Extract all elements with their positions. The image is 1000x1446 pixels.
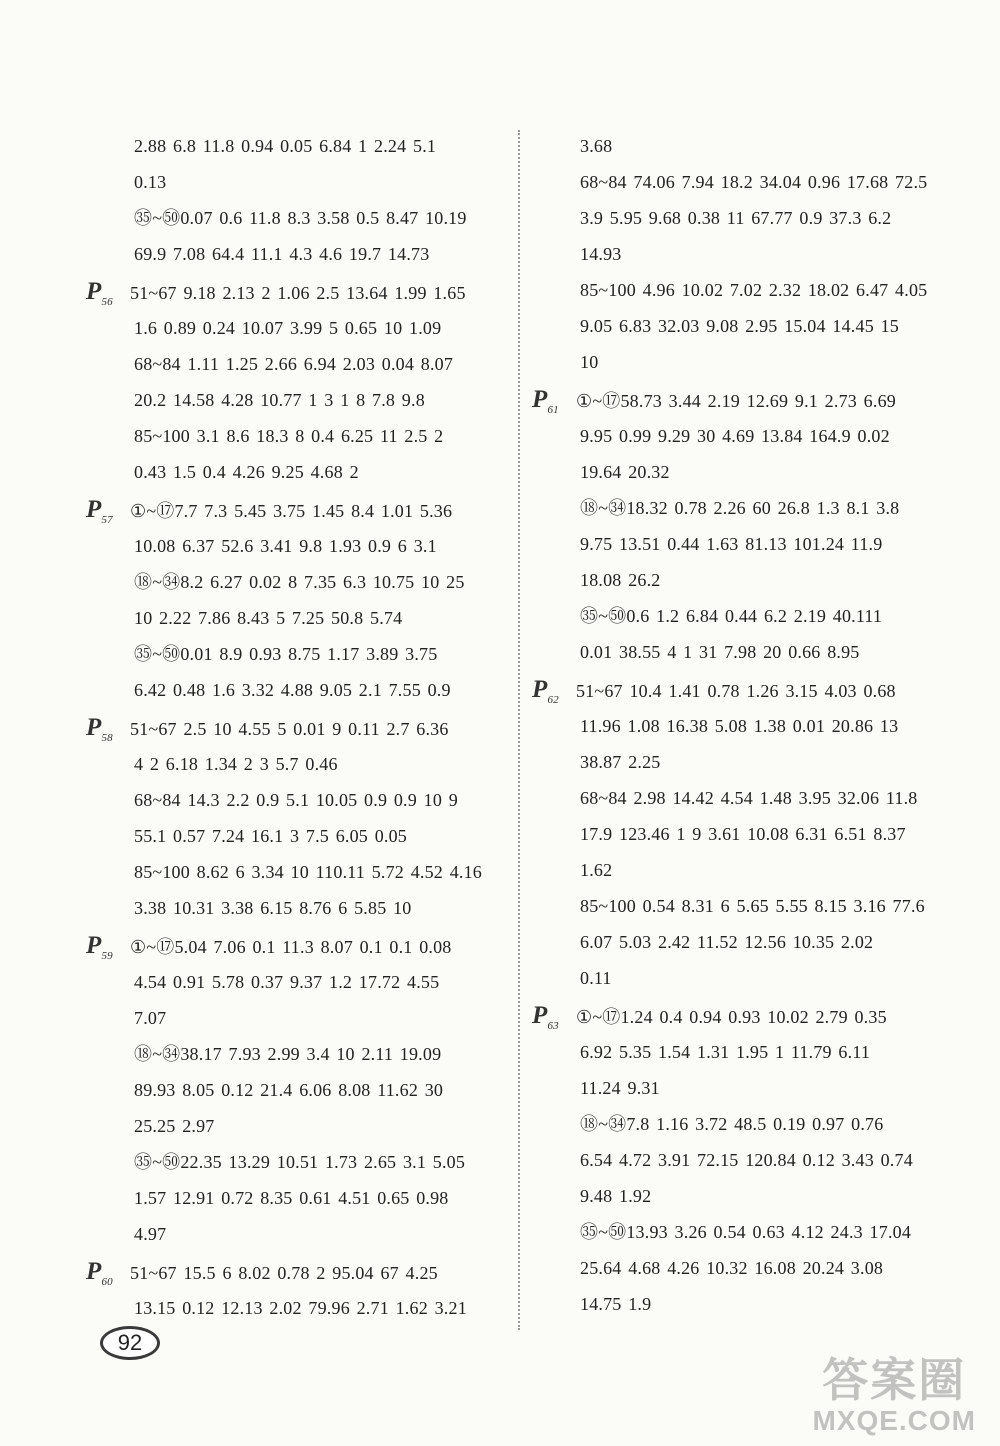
answer-text: ⑱~㉞7.8 1.16 3.72 48.5 0.19 0.97 0.76 [580,1114,884,1134]
answer-text: 2.88 6.8 11.8 0.94 0.05 6.84 1 2.24 5.1 [134,136,437,156]
answer-line [532,634,944,670]
answer-text: 85~100 8.62 6 3.34 10 110.11 5.72 4.52 4.16 [134,862,483,882]
page-ref-number: 56 [101,296,113,308]
answer-line [86,164,514,200]
answer-text: 69.9 7.08 64.4 11.1 4.3 4.6 19.7 14.73 [134,244,430,264]
answer-text: 9.48 1.92 [580,1186,652,1206]
answer-text: 38.87 2.25 [580,752,661,772]
answer-line [532,1178,944,1214]
answer-text: ㉟~㊿0.07 0.6 11.8 8.3 3.58 0.5 8.47 10.19 [134,208,467,228]
watermark-top-text: 答案圈 [822,1353,967,1407]
page-ref-letter: P [532,676,548,703]
page-ref-letter: P [532,386,548,413]
answer-line [86,418,514,454]
answer-line [532,924,944,960]
answer-text: 6.54 4.72 3.91 72.15 120.84 0.12 3.43 0.74 [580,1150,913,1170]
page-ref-number: 59 [101,950,113,962]
answer-text: 68~84 74.06 7.94 18.2 34.04 0.96 17.68 72.5 [580,172,928,192]
page-ref-badge [86,710,126,756]
answer-line [86,1072,514,1108]
answer-line [532,308,944,344]
page-ref-number: 58 [101,732,113,744]
answer-line [86,346,514,382]
watermark-bottom-text: MXQE.COM [812,1405,976,1436]
answer-text: 10.08 6.37 52.6 3.41 9.8 1.93 0.9 6 3.1 [134,536,437,556]
answer-line [532,1106,944,1142]
answer-text: ①~⑰5.04 7.06 0.1 11.3 8.07 0.1 0.1 0.08 [130,937,452,957]
answer-text: ⑱~㉞8.2 6.27 0.02 8 7.35 6.3 10.75 10 25 [134,572,465,592]
answer-text: 85~100 0.54 8.31 6 5.65 5.55 8.15 3.16 77.6 [580,896,925,916]
answer-text: 0.01 38.55 4 1 31 7.98 20 0.66 8.95 [580,642,860,662]
page-ref-letter: P [86,714,102,741]
answer-line [86,818,514,854]
answer-line [532,344,944,380]
answer-line [86,236,514,272]
page-ref-letter: P [532,1002,548,1029]
answer-text: 6.92 5.35 1.54 1.31 1.95 1 11.79 6.11 [580,1042,871,1062]
answer-text: 9.95 0.99 9.29 30 4.69 13.84 164.9 0.02 [580,426,890,446]
answer-line [86,1180,514,1216]
answer-text: ①~⑰1.24 0.4 0.94 0.93 10.02 2.79 0.35 [576,1007,887,1027]
answer-line [532,780,944,816]
answer-text: 51~67 9.18 2.13 2 1.06 2.5 13.64 1.99 1.65 [130,283,466,303]
answer-line [532,418,944,454]
answer-text: 6.07 5.03 2.42 11.52 12.56 10.35 2.02 [580,932,874,952]
answer-text: 51~67 10.4 1.41 0.78 1.26 3.15 4.03 0.68 [576,681,896,701]
left-answer-column [86,128,514,1326]
answer-line [86,782,514,818]
page-ref-badge [532,382,572,428]
answer-text: 68~84 1.11 1.25 2.66 6.94 2.03 0.04 8.07 [134,354,454,374]
answer-text: 19.64 20.32 [580,462,670,482]
answer-text: 55.1 0.57 7.24 16.1 3 7.5 6.05 0.05 [134,826,407,846]
answer-line [86,128,514,164]
answer-text: 3.9 5.95 9.68 0.38 11 67.77 0.9 37.3 6.2 [580,208,892,228]
answer-text: 11.96 1.08 16.38 5.08 1.38 0.01 20.86 13 [580,716,899,736]
page-ref-badge [86,492,126,538]
answer-text: 4 2 6.18 1.34 2 3 5.7 0.46 [134,754,338,774]
column-divider [518,130,520,1330]
answer-line [532,1070,944,1106]
page-number: 92 [100,1326,160,1360]
answer-text: 3.68 [580,136,613,156]
answer-line [86,1216,514,1252]
answer-text: 9.75 13.51 0.44 1.63 81.13 101.24 11.9 [580,534,883,554]
answer-text: 11.24 9.31 [580,1078,660,1098]
answer-text: ㉟~㊿0.6 1.2 6.84 0.44 6.2 2.19 40.111 [580,606,883,626]
section-line [532,382,944,418]
page-ref-letter: P [86,932,102,959]
answer-text: ⑱~㉞38.17 7.93 2.99 3.4 10 2.11 19.09 [134,1044,442,1064]
answer-text: 51~67 15.5 6 8.02 0.78 2 95.04 67 4.25 [130,1263,438,1283]
answer-text: 85~100 4.96 10.02 7.02 2.32 18.02 6.47 4.05 [580,280,928,300]
answer-line [532,852,944,888]
answer-text: ①~⑰7.7 7.3 5.45 3.75 1.45 8.4 1.01 5.36 [130,501,453,521]
answer-line [532,1286,944,1322]
section-line [86,492,514,528]
page-ref-letter: P [86,278,102,305]
answer-text: 10 [580,352,599,372]
answer-text: 6.42 0.48 1.6 3.32 4.88 9.05 2.1 7.55 0.9 [134,680,451,700]
answer-line [532,598,944,634]
answer-line [532,562,944,598]
answer-text: ㉟~㊿22.35 13.29 10.51 1.73 2.65 3.1 5.05 [134,1152,466,1172]
answer-text: 89.93 8.05 0.12 21.4 6.06 8.08 11.62 30 [134,1080,444,1100]
answer-line [532,236,944,272]
right-answer-column [532,128,944,1322]
answer-text: 3.38 10.31 3.38 6.15 8.76 6 5.85 10 [134,898,412,918]
answer-text: 20.2 14.58 4.28 10.77 1 3 1 8 7.8 9.8 [134,390,425,410]
section-line [532,672,944,708]
section-line [86,1254,514,1290]
answer-text: ㉟~㊿13.93 3.26 0.54 0.63 4.12 24.3 17.04 [580,1222,912,1242]
answer-line [532,200,944,236]
answer-text: 14.93 [580,244,622,264]
answer-line [532,1142,944,1178]
page-ref-badge [86,274,126,320]
page-ref-number: 57 [101,514,113,526]
answer-text: 18.08 26.2 [580,570,661,590]
watermark-logo [812,1354,976,1436]
answer-line [86,854,514,890]
answer-text: 1.57 12.91 0.72 8.35 0.61 4.51 0.65 0.98 [134,1188,449,1208]
page-ref-letter: P [86,1258,102,1285]
answer-text: 68~84 2.98 14.42 4.54 1.48 3.95 32.06 11.8 [580,788,918,808]
answer-text: 25.64 4.68 4.26 10.32 16.08 20.24 3.08 [580,1258,884,1278]
page-ref-badge [532,998,572,1044]
answer-line [86,636,514,672]
answer-line [532,816,944,852]
page-ref-letter: P [86,496,102,523]
answer-line [532,490,944,526]
answer-line [532,164,944,200]
answer-line [86,890,514,926]
answer-text: 17.9 123.46 1 9 3.61 10.08 6.31 6.51 8.37 [580,824,906,844]
answer-text: 68~84 14.3 2.2 0.9 5.1 10.05 0.9 0.9 10 9 [134,790,458,810]
answer-line [532,744,944,780]
page-ref-badge [86,1254,126,1300]
answer-text: 4.97 [134,1224,167,1244]
answer-line [532,454,944,490]
answer-text: 7.07 [134,1008,167,1028]
answer-line [86,600,514,636]
answer-text: 0.43 1.5 0.4 4.26 9.25 4.68 2 [134,462,359,482]
answer-line [532,1214,944,1250]
answer-line [532,888,944,924]
answer-line [86,454,514,490]
answer-text: ⑱~㉞18.32 0.78 2.26 60 26.8 1.3 8.1 3.8 [580,498,900,518]
answer-line [532,708,944,744]
answer-line [86,564,514,600]
answer-line [86,1000,514,1036]
answer-line [86,310,514,346]
page-ref-number: 60 [101,1276,113,1288]
answer-line [86,1108,514,1144]
answer-line [532,526,944,562]
answer-text: ①~⑰58.73 3.44 2.19 12.69 9.1 2.73 6.69 [576,391,896,411]
answer-line [86,1144,514,1180]
answer-line [86,964,514,1000]
answer-text: 25.25 2.97 [134,1116,215,1136]
answer-text: 14.75 1.9 [580,1294,652,1314]
answer-text: 10 2.22 7.86 8.43 5 7.25 50.8 5.74 [134,608,403,628]
answer-text: ㉟~㊿0.01 8.9 0.93 8.75 1.17 3.89 3.75 [134,644,438,664]
answer-line [532,272,944,308]
answer-line [86,1036,514,1072]
answer-text: 51~67 2.5 10 4.55 5 0.01 9 0.11 2.7 6.36 [130,719,449,739]
answer-line [86,528,514,564]
answer-text: 13.15 0.12 12.13 2.02 79.96 2.71 1.62 3.21 [134,1298,467,1318]
answer-text: 9.05 6.83 32.03 9.08 2.95 15.04 14.45 15 [580,316,899,336]
page-ref-badge [532,672,572,718]
page-ref-number: 63 [547,1020,559,1032]
section-line [86,710,514,746]
page-ref-number: 61 [547,404,559,416]
section-line [532,998,944,1034]
answer-line [532,960,944,996]
answer-line [86,1290,514,1326]
page-ref-badge [86,928,126,974]
answer-text: 0.13 [134,172,167,192]
answer-line [86,672,514,708]
section-line [86,928,514,964]
answer-text: 1.62 [580,860,613,880]
answer-text: 0.11 [580,968,612,988]
answer-line [86,200,514,236]
answer-line [86,746,514,782]
answer-line [532,1250,944,1286]
answer-text: 85~100 3.1 8.6 18.3 8 0.4 6.25 11 2.5 2 [134,426,444,446]
section-line [86,274,514,310]
page-ref-number: 62 [547,694,559,706]
answer-line [86,382,514,418]
answer-text: 1.6 0.89 0.24 10.07 3.99 5 0.65 10 1.09 [134,318,442,338]
answer-line [532,128,944,164]
answer-line [532,1034,944,1070]
answer-text: 4.54 0.91 5.78 0.37 9.37 1.2 17.72 4.55 [134,972,440,992]
